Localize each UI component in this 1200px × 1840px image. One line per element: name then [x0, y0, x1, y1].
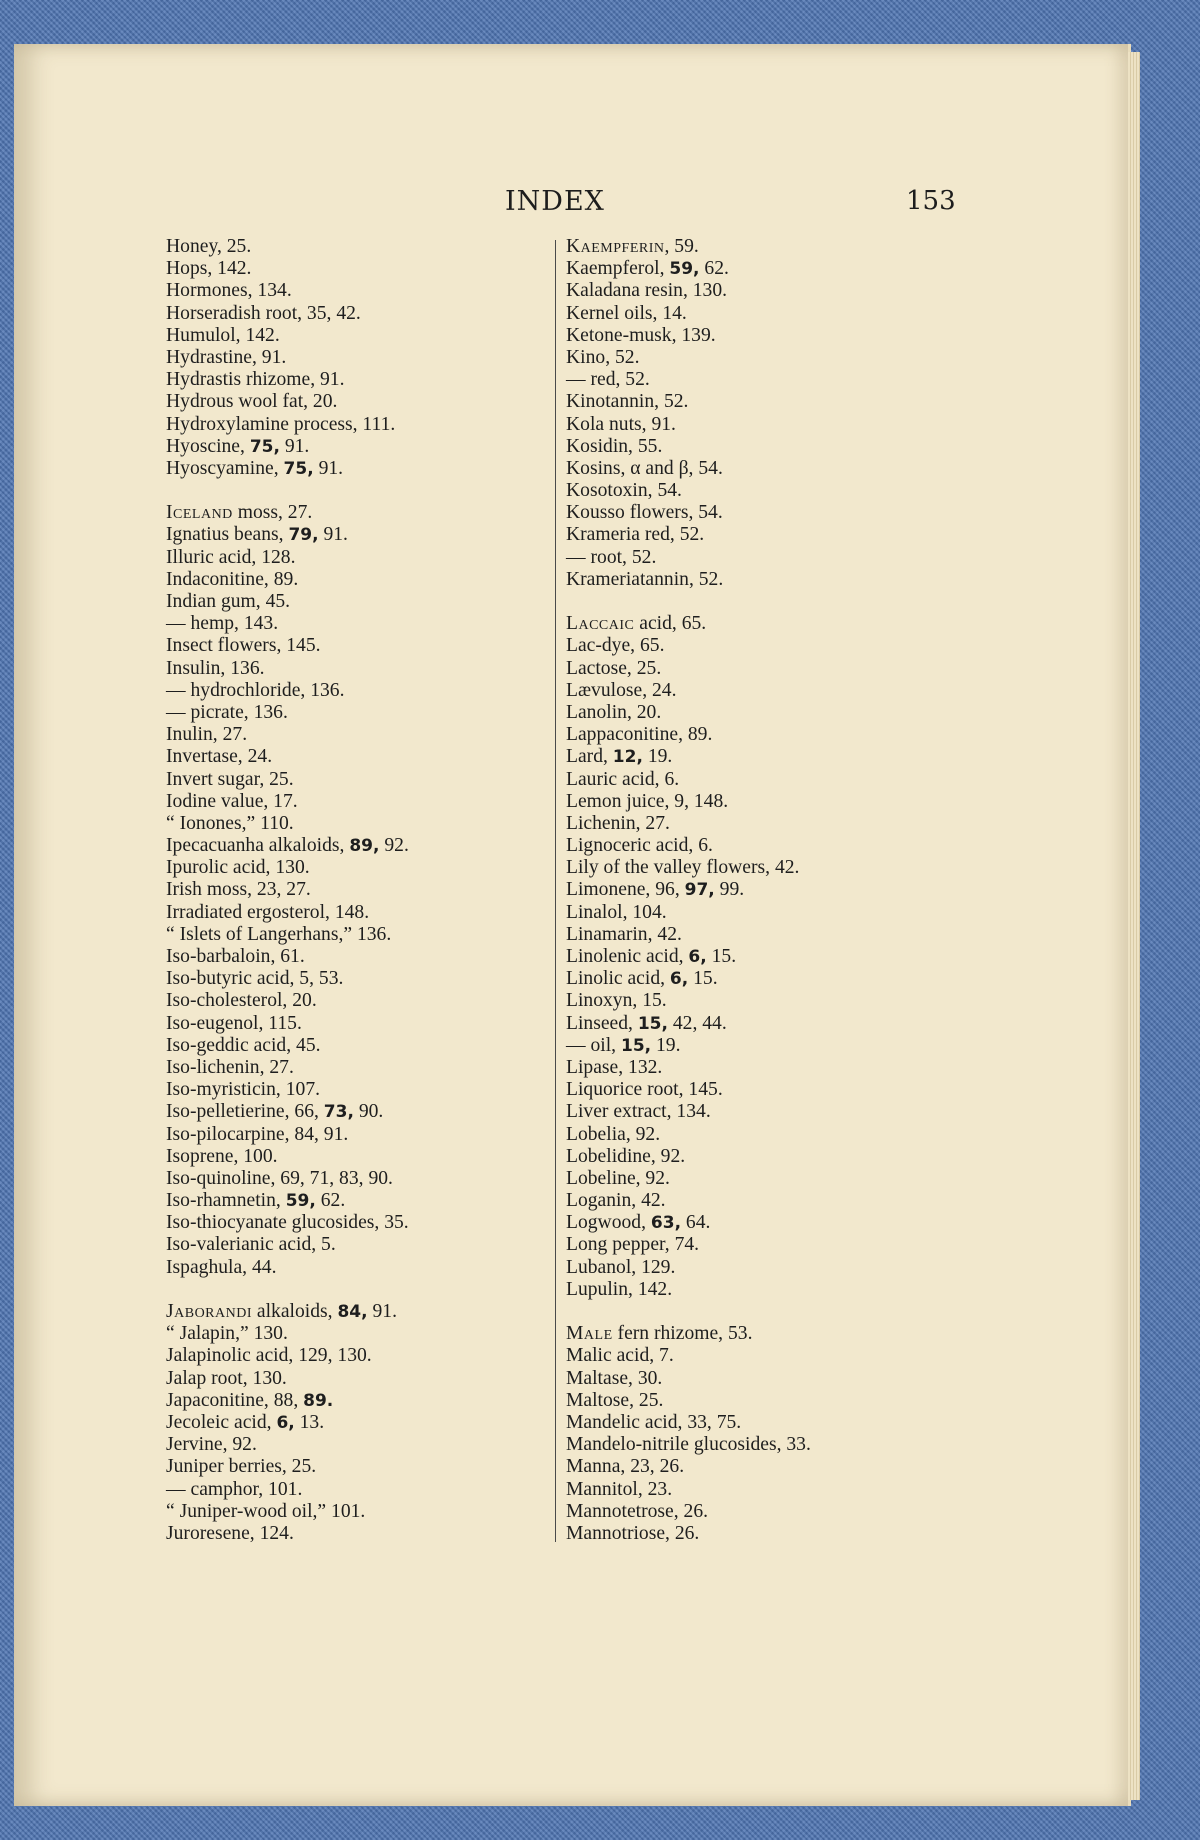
- index-entry: [166, 369, 546, 391]
- index-entry: [166, 414, 546, 436]
- column-divider: [555, 240, 556, 1542]
- index-entry: [166, 613, 546, 635]
- index-entry: [166, 902, 546, 924]
- entry-text: Mannotriose, 26.: [566, 1522, 700, 1544]
- index-entry: [166, 1257, 546, 1279]
- index-entry: [166, 658, 546, 680]
- index-entry: [566, 280, 946, 302]
- entry-text: Lac-dye, 65.: [566, 635, 665, 657]
- entry-text: — hydrochloride, 136.: [166, 679, 345, 701]
- entry-text: Lubanol, 129.: [566, 1256, 676, 1278]
- entry-text: Linolic acid,: [566, 968, 670, 990]
- entry-text: Kernel oils, 14.: [566, 302, 687, 324]
- index-entry: [166, 946, 546, 968]
- index-entry: [166, 1212, 546, 1234]
- index-entry: [566, 990, 946, 1012]
- bold-page-ref: 59,: [669, 259, 700, 280]
- entry-text: Iso-valerianic acid, 5.: [166, 1234, 336, 1256]
- entry-text: Long pepper, 74.: [566, 1234, 700, 1256]
- index-entry: [566, 1146, 946, 1168]
- entry-text: Iso-pelletierine, 66,: [166, 1101, 324, 1123]
- entry-text: Juniper berries, 25.: [166, 1456, 317, 1478]
- entry-text: Lobelidine, 92.: [566, 1145, 686, 1167]
- index-entry: [166, 746, 546, 768]
- index-entry: [566, 1345, 946, 1367]
- index-entry: [566, 369, 946, 391]
- index-entry: [566, 613, 946, 635]
- entry-text: Lignoceric acid, 6.: [566, 835, 713, 857]
- index-entry: [166, 347, 546, 369]
- entry-text: Kola nuts, 91.: [566, 413, 676, 435]
- entry-text: Hydrastine, 91.: [166, 346, 287, 368]
- bold-page-ref: 84,: [337, 1302, 368, 1322]
- index-entry: [566, 569, 946, 591]
- entry-text: “ Jalapin,” 130.: [166, 1323, 288, 1345]
- index-entry: [566, 480, 946, 502]
- entry-text: Lichenin, 27.: [566, 812, 670, 834]
- entry-text: Horseradish root, 35, 42.: [166, 302, 361, 324]
- section-initial-word: Iceland: [166, 502, 233, 524]
- entry-text: Indian gum, 45.: [166, 591, 291, 612]
- bold-page-ref: 6,: [276, 1412, 295, 1433]
- bold-page-ref: 89.: [303, 1390, 334, 1411]
- index-entry: [566, 1479, 946, 1501]
- index-entry: [166, 990, 546, 1012]
- entry-text: Jervine, 92.: [166, 1434, 257, 1456]
- entry-text: Hydroxylamine process, 111.: [166, 413, 396, 435]
- index-entry: [166, 1345, 546, 1367]
- index-entry: [166, 1146, 546, 1168]
- entry-text: Maltose, 25.: [566, 1389, 664, 1411]
- bold-page-ref: 89,: [349, 836, 380, 857]
- entry-text: Lobelia, 92.: [566, 1123, 661, 1145]
- index-entry: [566, 879, 946, 901]
- bold-page-ref: 6,: [669, 969, 689, 990]
- entry-text: Iso-cholesterol, 20.: [166, 990, 317, 1012]
- entry-text: Insect flowers, 145.: [166, 635, 321, 657]
- bold-page-ref: 63,: [650, 1213, 682, 1234]
- index-entry: [566, 547, 946, 569]
- index-entry: [166, 1479, 546, 1501]
- page-number: 153: [906, 186, 956, 216]
- entry-text: Lauric acid, 6.: [566, 768, 680, 790]
- index-entry: [566, 347, 946, 369]
- index-entry: [166, 1035, 546, 1057]
- index-entry: [566, 813, 946, 835]
- entry-text: — root, 52.: [566, 546, 657, 568]
- index-entry: [166, 813, 546, 835]
- index-entry: [166, 1456, 546, 1478]
- entry-text: Indaconitine, 89.: [166, 568, 299, 590]
- bold-page-ref: 97,: [684, 880, 715, 901]
- entry-text: Iso-pilocarpine, 84, 91.: [166, 1123, 349, 1145]
- index-entry: [566, 1523, 946, 1545]
- index-entry: [566, 1368, 946, 1390]
- entry-text: Iso-butyric acid, 5, 53.: [166, 968, 344, 990]
- section-gap: [166, 1279, 546, 1301]
- index-entry: [166, 879, 546, 901]
- entry-text: Ignatius beans,: [166, 524, 289, 546]
- index-entry: [566, 968, 946, 990]
- entry-text: Mandelic acid, 33, 75.: [566, 1411, 742, 1433]
- index-entry: [166, 258, 546, 280]
- entry-text: Hydrous wool fat, 20.: [166, 391, 338, 413]
- index-entry: [166, 1079, 546, 1101]
- entry-text: Linolenic acid,: [566, 946, 689, 967]
- index-entry: [566, 1101, 946, 1123]
- entry-text: 64.: [681, 1212, 711, 1234]
- index-entry: [166, 591, 546, 613]
- entry-text: Linamarin, 42.: [566, 923, 682, 945]
- index-entry: [566, 835, 946, 857]
- index-entry: [166, 835, 546, 857]
- index-entry: [166, 724, 546, 746]
- entry-text: Iso-quinoline, 69, 71, 83, 90.: [166, 1167, 393, 1189]
- entry-text: Kaladana resin, 130.: [566, 280, 728, 302]
- entry-text: 99.: [714, 879, 745, 901]
- entry-text: — camphor, 101.: [166, 1478, 303, 1500]
- entry-text: Iso-rhamnetin,: [166, 1190, 286, 1212]
- entry-text: Linseed,: [566, 1012, 638, 1034]
- entry-text: Isoprene, 100.: [166, 1145, 278, 1167]
- entry-text: Juroresene, 124.: [166, 1522, 294, 1544]
- entry-text: Logwood,: [566, 1212, 651, 1234]
- index-entry: [566, 1057, 946, 1079]
- entry-text: acid, 65.: [634, 613, 707, 635]
- index-entry: [166, 569, 546, 591]
- section-gap: [166, 480, 546, 502]
- bold-page-ref: 15,: [620, 1035, 652, 1056]
- bold-page-ref: 6,: [688, 947, 707, 967]
- entry-text: Ipurolic acid, 130.: [166, 857, 310, 879]
- index-entry: [566, 724, 946, 746]
- bold-page-ref: 59,: [285, 1191, 316, 1212]
- index-entry: [166, 857, 546, 879]
- index-entry: [166, 436, 546, 458]
- index-entry: [566, 791, 946, 813]
- index-entry: [566, 524, 946, 546]
- index-entry: [566, 902, 946, 924]
- entry-text: Invert sugar, 25.: [166, 768, 294, 790]
- entry-text: Lemon juice, 9, 148.: [566, 790, 729, 812]
- entry-text: Lactose, 25.: [566, 657, 662, 679]
- index-entry: [566, 236, 946, 258]
- entry-text: Lipase, 132.: [566, 1056, 663, 1078]
- index-entry: [566, 1190, 946, 1212]
- index-entry: [166, 325, 546, 347]
- index-entry: [566, 1168, 946, 1190]
- index-entry: [566, 1035, 946, 1057]
- index-entry: [166, 1190, 546, 1212]
- index-entry: [566, 325, 946, 347]
- entry-text: Jalap root, 130.: [166, 1367, 287, 1389]
- entry-text: Lævulose, 24.: [566, 679, 677, 701]
- entry-text: Invertase, 24.: [166, 746, 273, 768]
- entry-text: 19.: [642, 746, 673, 768]
- index-entry: [166, 502, 546, 524]
- entry-text: fern rhizome, 53.: [612, 1323, 753, 1345]
- entry-text: Irradiated ergosterol, 148.: [166, 901, 370, 923]
- index-entry: [566, 702, 946, 724]
- index-entry: [166, 1412, 546, 1434]
- index-entry: [166, 680, 546, 702]
- index-entry: [566, 1124, 946, 1146]
- index-entry: [566, 1501, 946, 1523]
- entry-text: Limonene, 96,: [566, 879, 685, 901]
- entry-text: Lupulin, 142.: [566, 1278, 673, 1300]
- page-header: [0, 186, 1128, 226]
- entry-text: — red, 52.: [566, 369, 650, 391]
- index-entry: [566, 458, 946, 480]
- index-entry: [166, 1168, 546, 1190]
- entry-text: Lily of the valley flowers, 42.: [566, 857, 800, 879]
- entry-text: Iso-eugenol, 115.: [166, 1012, 302, 1034]
- bold-page-ref: 75,: [249, 436, 280, 457]
- entry-text: Ispaghula, 44.: [166, 1256, 277, 1278]
- index-entry: [566, 1013, 946, 1035]
- entry-text: “ Ionones,” 110.: [166, 812, 294, 834]
- index-entry: [166, 547, 546, 569]
- index-entry: [166, 769, 546, 791]
- page-edges: [1128, 52, 1140, 1800]
- entry-text: alkaloids,: [252, 1301, 338, 1322]
- entry-text: Hormones, 134.: [166, 280, 292, 302]
- entry-text: Kosotoxin, 54.: [566, 480, 682, 502]
- entry-text: 91.: [318, 524, 348, 546]
- entry-text: 62.: [315, 1190, 346, 1212]
- index-entry: [166, 1057, 546, 1079]
- entry-text: Loganin, 42.: [566, 1190, 666, 1212]
- bold-page-ref: 79,: [288, 525, 319, 546]
- index-entry: [166, 524, 546, 546]
- entry-text: moss, 27.: [232, 502, 313, 524]
- index-entry: [166, 1390, 546, 1412]
- entry-text: Iso-thiocyanate glucosides, 35.: [166, 1212, 409, 1234]
- entry-text: Linoxyn, 15.: [566, 990, 667, 1012]
- bold-page-ref: 75,: [283, 458, 314, 479]
- index-entry: [566, 1257, 946, 1279]
- index-entry: [166, 303, 546, 325]
- index-entry: [166, 924, 546, 946]
- index-entry: [566, 436, 946, 458]
- section-initial-word: Jaborandi: [166, 1301, 253, 1322]
- section-gap: [566, 591, 946, 613]
- entry-text: Manna, 23, 26.: [566, 1456, 685, 1478]
- index-entry: [166, 280, 546, 302]
- entry-text: Kosidin, 55.: [566, 435, 663, 457]
- index-column-left: [166, 236, 546, 1545]
- entry-text: — oil,: [566, 1034, 621, 1056]
- entry-text: Iso-barbaloin, 61.: [166, 946, 305, 967]
- index-entry: [566, 1390, 946, 1412]
- index-entry: [566, 1456, 946, 1478]
- index-entry: [166, 1523, 546, 1545]
- entry-text: Ipecacuanha alkaloids,: [166, 835, 350, 857]
- index-entry: [166, 236, 546, 258]
- index-entry: [566, 303, 946, 325]
- index-entry: [166, 1101, 546, 1123]
- entry-text: 15.: [706, 946, 737, 967]
- entry-text: 19.: [651, 1034, 681, 1056]
- entry-text: 42, 44.: [667, 1012, 727, 1034]
- bold-page-ref: 12,: [612, 747, 643, 768]
- index-entry: [566, 1212, 946, 1234]
- bold-page-ref: 73,: [323, 1102, 354, 1123]
- entry-text: Ketone-musk, 139.: [566, 324, 716, 346]
- entry-text: Lard,: [566, 746, 613, 768]
- index-entry: [166, 635, 546, 657]
- entry-text: Lanolin, 20.: [566, 701, 662, 723]
- entry-text: Kousso flowers, 54.: [566, 502, 723, 524]
- entry-text: Jecoleic acid,: [166, 1411, 277, 1433]
- index-entry: [566, 502, 946, 524]
- entry-text: Kaempferol,: [566, 258, 670, 280]
- entry-text: — hemp, 143.: [166, 613, 279, 635]
- entry-text: Linalol, 104.: [566, 901, 667, 923]
- entry-text: “ Juniper-wood oil,” 101.: [166, 1500, 366, 1522]
- index-entry: [566, 746, 946, 768]
- index-entry: [166, 391, 546, 413]
- entry-text: Jalapinolic acid, 129, 130.: [166, 1345, 372, 1367]
- index-entry: [566, 924, 946, 946]
- index-entry: [166, 791, 546, 813]
- index-entry: [566, 680, 946, 702]
- entry-text: 62.: [699, 258, 729, 280]
- index-entry: [166, 1434, 546, 1456]
- entry-text: Hyoscine,: [166, 435, 250, 457]
- index-entry: [566, 391, 946, 413]
- entry-text: Iso-myristicin, 107.: [166, 1079, 321, 1101]
- index-entry: [566, 1412, 946, 1434]
- entry-text: Kosins, α and β, 54.: [566, 457, 723, 479]
- entry-text: Mannitol, 23.: [566, 1478, 673, 1500]
- entry-text: Liver extract, 134.: [566, 1101, 711, 1123]
- bold-page-ref: 15,: [637, 1013, 668, 1034]
- entry-text: 91.: [279, 435, 310, 457]
- entry-text: Iodine value, 17.: [166, 790, 298, 812]
- page-title: INDEX: [505, 186, 605, 217]
- entry-text: Mandelo-nitrile glucosides, 33.: [566, 1434, 811, 1456]
- section-initial-word: Male: [566, 1323, 613, 1345]
- entry-text: Illuric acid, 128.: [166, 546, 296, 568]
- index-entry: [566, 658, 946, 680]
- entry-text: Lobeline, 92.: [566, 1167, 670, 1189]
- index-entry: [566, 258, 946, 280]
- entry-text: Iso-lichenin, 27.: [166, 1056, 294, 1078]
- entry-text: Hydrastis rhizome, 91.: [166, 369, 345, 391]
- entry-text: “ Islets of Langerhans,” 136.: [166, 923, 392, 945]
- index-entry: [166, 702, 546, 724]
- entry-text: Hops, 142.: [166, 258, 252, 280]
- entry-text: Kino, 52.: [566, 346, 640, 368]
- entry-text: 91.: [313, 457, 344, 479]
- section-gap: [566, 1301, 946, 1323]
- index-entry: [566, 1279, 946, 1301]
- entry-text: Krameriatannin, 52.: [566, 568, 724, 590]
- index-entry: [566, 1434, 946, 1456]
- entry-text: Mannotetrose, 26.: [566, 1500, 709, 1522]
- entry-text: 91.: [367, 1301, 397, 1322]
- entry-text: Kinotannin, 52.: [566, 391, 689, 413]
- index-entry: [166, 968, 546, 990]
- entry-text: 90.: [353, 1101, 384, 1123]
- index-entry: [166, 1323, 546, 1345]
- index-entry: [166, 1124, 546, 1146]
- index-entry: [566, 946, 946, 968]
- entry-text: 92.: [379, 835, 409, 857]
- entry-text: Humulol, 142.: [166, 324, 280, 346]
- section-initial-word: Kaempferin: [566, 236, 665, 257]
- entry-text: — picrate, 136.: [166, 701, 288, 723]
- index-entry: [166, 1234, 546, 1256]
- index-entry: [566, 414, 946, 436]
- entry-text: Insulin, 136.: [166, 657, 265, 679]
- entry-text: , 59.: [664, 236, 699, 257]
- entry-text: Irish moss, 23, 27.: [166, 879, 311, 901]
- entry-text: Malic acid, 7.: [566, 1345, 674, 1367]
- entry-text: Japaconitine, 88,: [166, 1389, 304, 1411]
- entry-text: 13.: [294, 1411, 325, 1433]
- index-entry: [566, 857, 946, 879]
- entry-text: Inulin, 27.: [166, 724, 248, 746]
- entry-text: Iso-geddic acid, 45.: [166, 1034, 321, 1056]
- entry-text: Lappaconitine, 89.: [566, 724, 713, 746]
- index-entry: [166, 458, 546, 480]
- section-initial-word: Laccaic: [566, 613, 635, 635]
- index-entry: [166, 1368, 546, 1390]
- entry-text: Honey, 25.: [166, 236, 252, 257]
- index-column-right: [566, 236, 946, 1545]
- index-entry: [566, 1323, 946, 1345]
- entry-text: Krameria red, 52.: [566, 524, 705, 546]
- index-entry: [566, 635, 946, 657]
- index-entry: [566, 1079, 946, 1101]
- index-entry: [166, 1501, 546, 1523]
- index-entry: [566, 769, 946, 791]
- entry-text: 15.: [688, 968, 718, 990]
- entry-text: Maltase, 30.: [566, 1367, 663, 1389]
- index-entry: [566, 1234, 946, 1256]
- index-entry: [166, 1301, 546, 1323]
- index-entry: [166, 1013, 546, 1035]
- entry-text: Liquorice root, 145.: [566, 1079, 723, 1101]
- entry-text: Hyoscyamine,: [166, 457, 284, 479]
